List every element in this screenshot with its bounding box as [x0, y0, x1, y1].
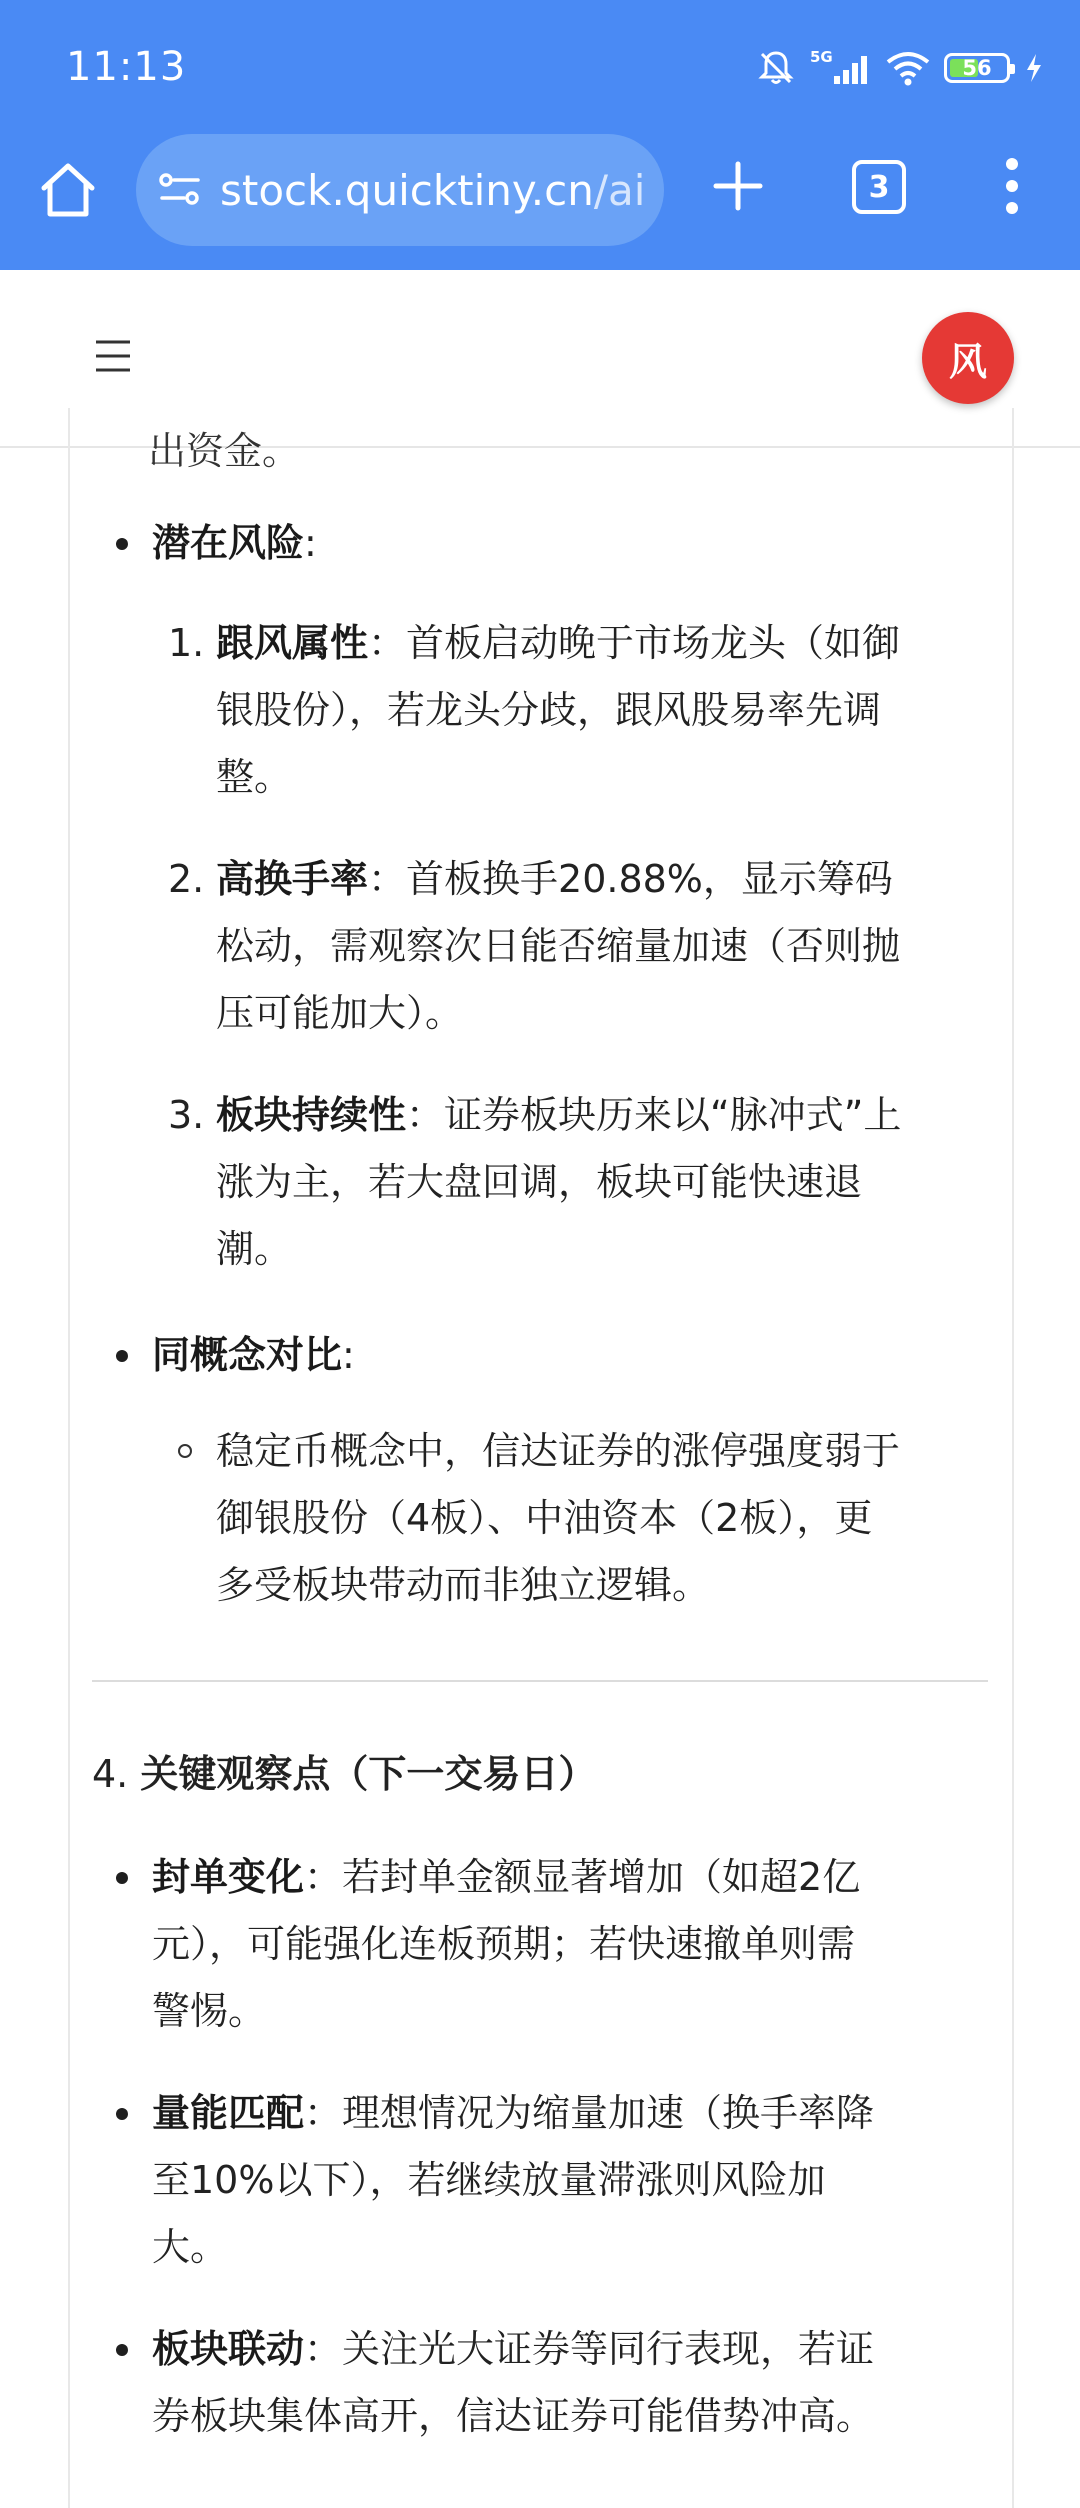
watch-point-line: 至10%以下），若继续放量滞涨则风险加	[152, 2158, 826, 2202]
risk-item-line: ：证券板块历来以“脉冲式”上	[406, 1093, 902, 1137]
bullet-dot	[116, 2108, 128, 2120]
bullet-dot	[116, 538, 128, 550]
risk-item-line: 整。	[216, 755, 293, 799]
battery-icon	[944, 53, 1010, 83]
url-path: /ai	[593, 165, 646, 215]
battery-percent: 56	[962, 56, 992, 80]
more-menu-icon[interactable]	[992, 154, 1032, 218]
compare-line: 御银股份（4板）、中油资本（2板），更	[216, 1496, 873, 1540]
browser-toolbar	[0, 130, 1080, 270]
bullet-dot	[116, 1350, 128, 1362]
compare-heading-term: 同概念对比	[152, 1333, 343, 1377]
risk-item-line: 涨为主，若大盘回调，板块可能快速退	[216, 1160, 863, 1204]
bullet-dot	[116, 1872, 128, 1884]
address-bar[interactable]	[136, 134, 664, 246]
watch-point-line: ：理想情况为缩量加速（换手率降	[304, 2091, 875, 2135]
risk-item-3	[216, 1082, 901, 1283]
risk-item-line: ：首板换手20.88%，显示筹码	[368, 857, 893, 901]
compare-text	[216, 1418, 900, 1619]
risk-item-number: 2.	[168, 857, 205, 901]
risk-item-line: 压可能加大）。	[216, 991, 464, 1035]
home-icon[interactable]	[36, 158, 100, 222]
risk-item-line: 银股份），若龙头分歧，跟风股易率先调	[216, 688, 882, 732]
watch-point-line: 大。	[152, 2225, 229, 2269]
risk-heading-term: 潜在风险	[152, 521, 305, 565]
bullet-dot	[116, 2344, 128, 2356]
risk-item-term: 高换手率	[216, 857, 369, 901]
tab-switcher-button[interactable]: 3	[852, 160, 906, 214]
network-label: 5G	[810, 48, 833, 66]
risk-item-line: 松动，需观察次日能否缩量加速（否则抛	[216, 924, 901, 968]
status-time: 11:13	[66, 44, 187, 90]
watch-point-line: 券板块集体高开，信达证券可能借势冲高。	[152, 2394, 875, 2438]
watch-point-term: 封单变化	[152, 1855, 305, 1899]
watch-point-term: 量能匹配	[152, 2091, 305, 2135]
site-settings-icon[interactable]	[158, 170, 202, 210]
risk-item-number: 3.	[168, 1093, 205, 1137]
watch-point-line: 元），可能强化连板预期；若快速撤单则需	[152, 1922, 856, 1966]
watch-point-line: ：若封单金额显著增加（如超2亿	[304, 1855, 861, 1899]
signal-5g-icon	[810, 48, 872, 88]
article-content	[0, 429, 1080, 2438]
watch-point-line: ：关注光大证券等同行表现，若证	[304, 2327, 875, 2371]
status-bar	[0, 0, 1080, 130]
watch-point-2	[152, 2080, 874, 2281]
url-text[interactable]	[220, 166, 645, 215]
watch-point-3	[152, 2316, 874, 2450]
user-avatar[interactable]: 风	[922, 312, 1014, 404]
risk-item-line: ：首板启动晚于市场龙头（如御	[368, 621, 901, 665]
risk-item-number: 1.	[168, 621, 205, 665]
section-divider	[92, 1680, 988, 1682]
section-4-heading	[92, 1744, 596, 1804]
risk-item-term: 板块持续性	[216, 1093, 407, 1137]
circle-bullet	[178, 1444, 192, 1458]
bell-muted-icon	[756, 48, 796, 88]
risk-item-2	[216, 846, 900, 1047]
watch-point-line: 警惕。	[152, 1989, 267, 2033]
wifi-icon	[886, 50, 930, 86]
compare-line: 稳定币概念中，信达证券的涨停强度弱于	[216, 1429, 901, 1473]
risk-heading	[152, 510, 317, 577]
section-number: 4.	[92, 1752, 129, 1796]
charging-bolt-icon	[1024, 52, 1044, 84]
status-icons	[756, 46, 1044, 90]
battery-tip	[1010, 64, 1015, 74]
url-domain: stock.quicktiny.cn	[220, 165, 594, 215]
new-tab-icon[interactable]	[708, 156, 768, 216]
watch-point-term: 板块联动	[152, 2327, 305, 2371]
section-title: 关键观察点（下一交易日）	[140, 1752, 597, 1796]
risk-heading-colon: :	[304, 521, 317, 565]
hamburger-menu-icon[interactable]	[94, 338, 132, 374]
cut-off-line: 出资金。	[148, 429, 301, 473]
risk-item-term: 跟风属性	[216, 621, 369, 665]
risk-item-1	[216, 610, 900, 811]
watch-point-1	[152, 1844, 860, 2045]
compare-heading-colon: :	[342, 1333, 355, 1377]
risk-item-line: 潮。	[216, 1227, 293, 1271]
compare-heading	[152, 1322, 355, 1389]
compare-line: 多受板块带动而非独立逻辑。	[216, 1563, 711, 1607]
